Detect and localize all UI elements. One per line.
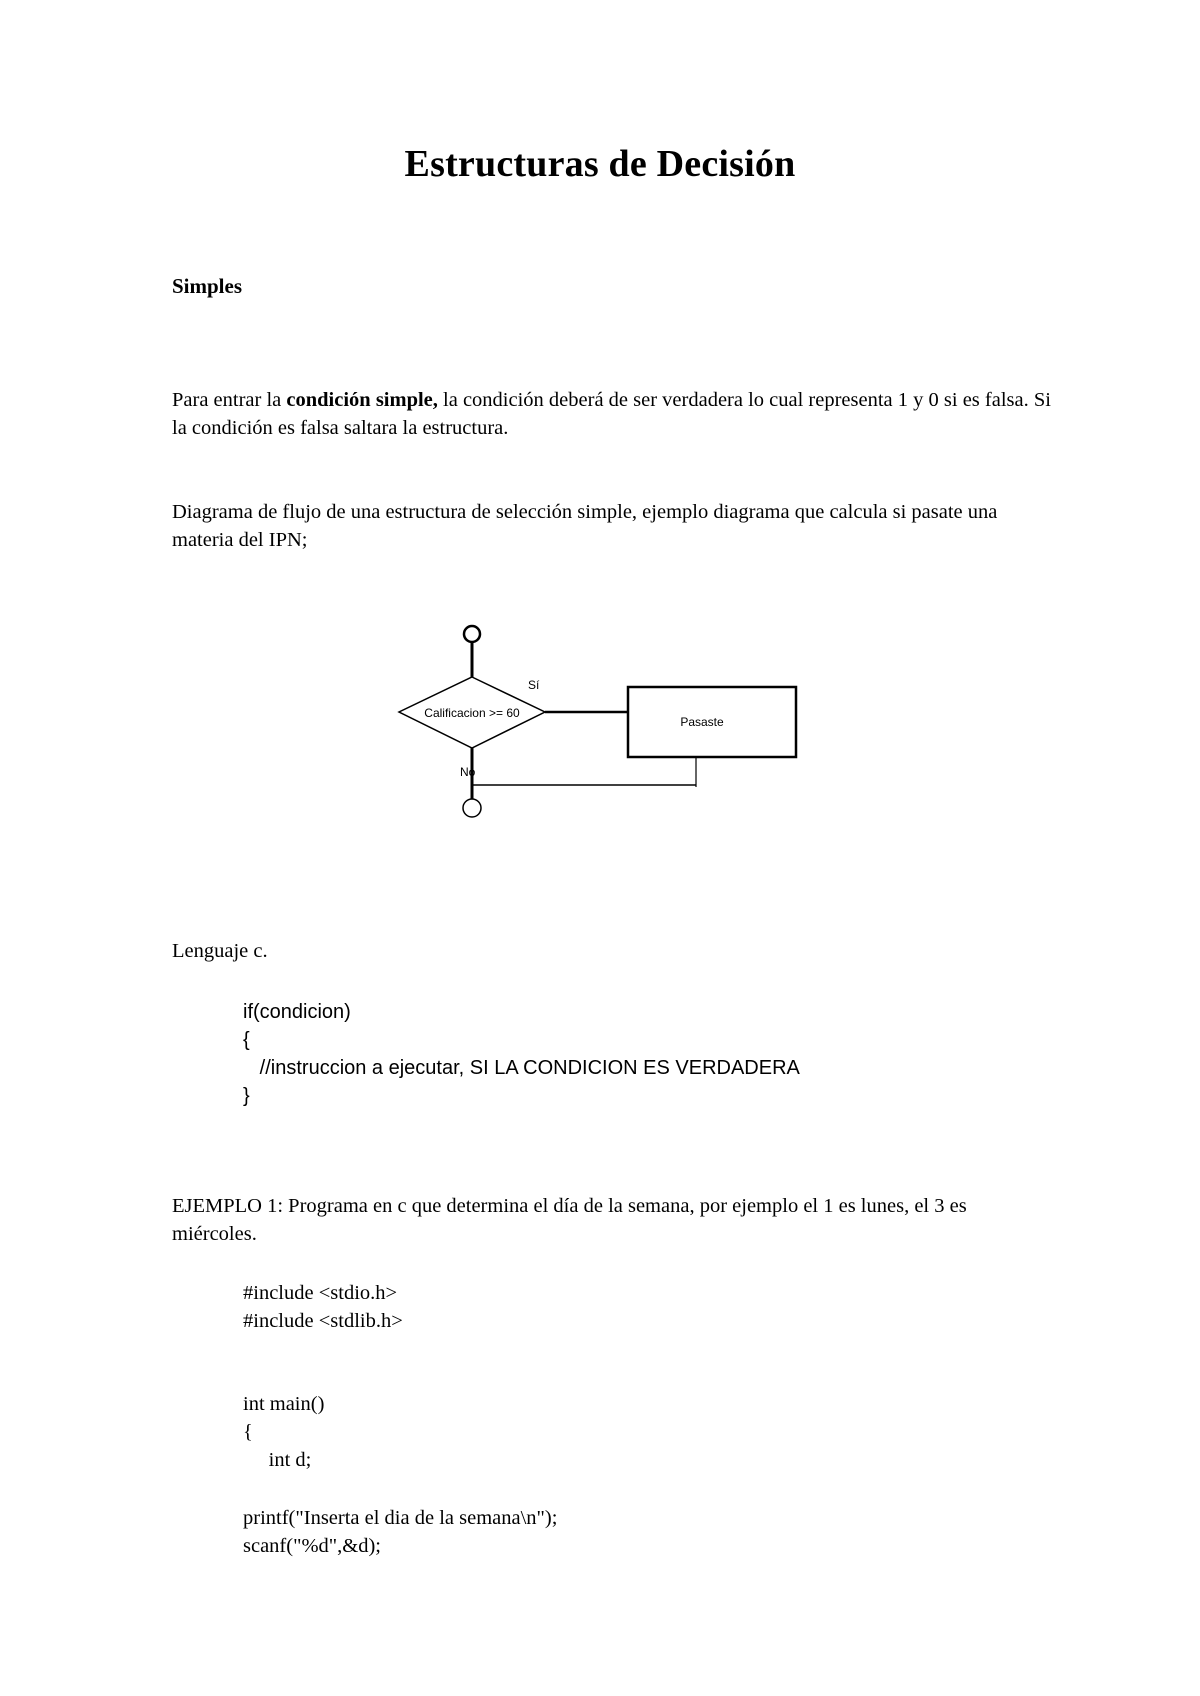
paragraph-text-pre: Para entrar la [172, 389, 287, 411]
code-line: } [243, 1085, 250, 1107]
end-circle [463, 799, 481, 817]
code-line: #include <stdlib.h> [243, 1310, 403, 1332]
code-line: int d; [243, 1449, 312, 1471]
code-line: //instruccion a ejecutar, SI LA CONDICION ES VERDADERA [243, 1057, 800, 1079]
code-line: { [243, 1029, 250, 1051]
flowchart-diagram [380, 605, 820, 835]
start-circle [464, 626, 480, 642]
yes-label: Sí [528, 678, 540, 692]
paragraph-diagram-intro: Diagrama de flujo de una estructura de selección simple, ejemplo diagrama que calcula si pasate una materia del IPN; [172, 501, 998, 551]
page-title: Estructuras de Decisión [404, 143, 796, 185]
code-block-io [243, 1504, 557, 1560]
no-label: No [460, 765, 476, 779]
paragraph-text-post: la condición deberá de ser verdadera lo cual representa 1 y 0 si es falsa. Si la condición es falsa saltara la estructura. [172, 389, 1051, 439]
code-block-includes [243, 1279, 403, 1335]
code-line: scanf("%d",&d); [243, 1535, 381, 1557]
paragraph-bold-term: condición simple, [286, 389, 438, 411]
code-line: printf("Inserta el dia de la semana\n"); [243, 1507, 558, 1529]
example-1-description: EJEMPLO 1: Programa en c que determina el día de la semana, por ejemplo el 1 es lunes, el 3 es miércoles. [172, 1195, 967, 1245]
decision-condition-text: Calificacion >= 60 [424, 706, 520, 720]
section-heading: Simples [172, 274, 243, 298]
action-box-text: Pasaste [680, 715, 724, 729]
language-label: Lenguaje c. [172, 940, 268, 962]
paragraph-condition-simple [172, 386, 1052, 442]
code-line: int main() [243, 1393, 325, 1415]
code-line: if(condicion) [243, 1001, 351, 1023]
code-block-if [243, 998, 800, 1110]
code-block-main [243, 1390, 324, 1474]
code-line: { [243, 1421, 253, 1443]
code-line: #include <stdio.h> [243, 1282, 398, 1304]
